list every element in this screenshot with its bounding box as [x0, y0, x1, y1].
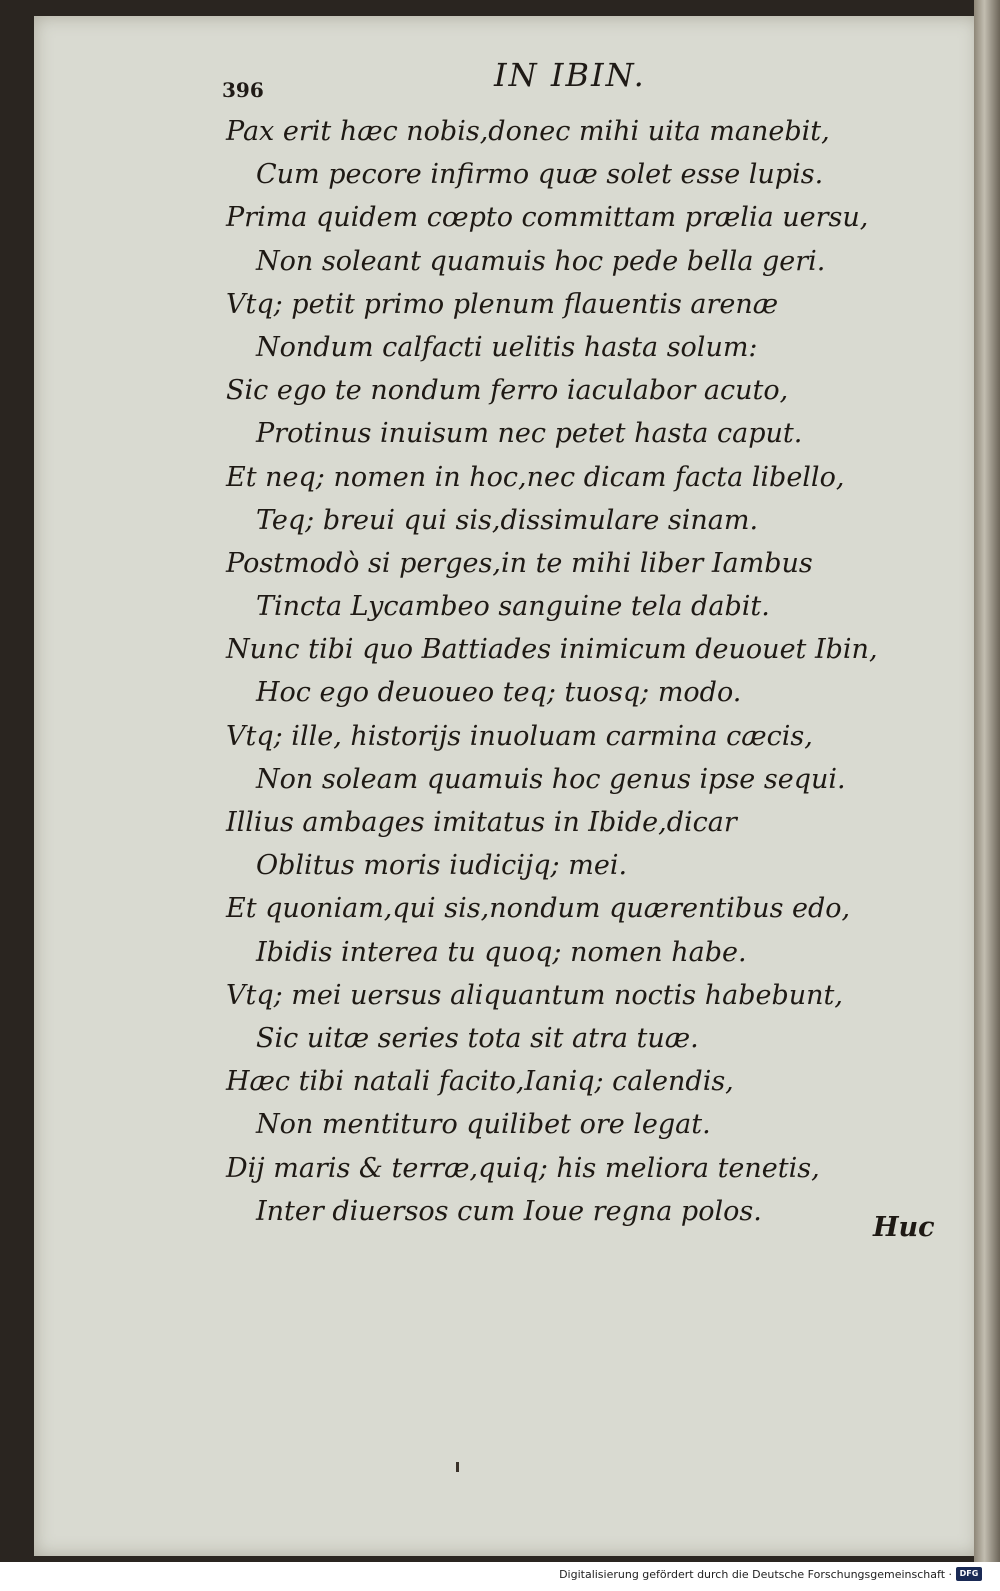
verse-line: Illius ambages imitatus in Ibide,dicar	[226, 807, 737, 838]
verse-line: Et quoniam,qui sis,nondum quærentibus edo,	[226, 893, 851, 925]
verse-line: Nunc tibi quo Battiades inimicum deuouet Ibin,	[226, 634, 878, 666]
verse-line: Cum pecore infirmo quæ solet esse lupis.	[256, 159, 824, 191]
verse-line: Pax erit hæc nobis,donec mihi uita manebit,	[226, 116, 830, 147]
running-head	[0, 50, 1000, 102]
verse-block	[226, 110, 876, 1233]
verse-line: Sic ego te nondum ferro iaculabor acuto,	[226, 375, 789, 407]
verse-line: Non soleant quamuis hoc pede bella geri.	[256, 245, 826, 277]
running-title: IN IBIN.	[494, 56, 646, 94]
ink-speck	[456, 1462, 459, 1472]
verse-line: Ibidis interea tu quoq; nomen habe.	[256, 936, 747, 968]
verse-line: Et neq; nomen in hoc,nec dicam facta libello,	[226, 461, 845, 493]
verse-line: Nondum calfacti uelitis hasta solum:	[256, 331, 758, 363]
verse-line: Vtq; mei uersus aliquantum noctis habebunt,	[226, 979, 843, 1011]
verse-line: Hæc tibi natali facito,Ianiq; calendis,	[226, 1066, 734, 1098]
verse-line: Non mentituro quilibet ore legat.	[256, 1109, 711, 1141]
verse-line: Vtq; ille, historijs inuoluam carmina cæcis,	[226, 720, 813, 752]
page-number: 396	[222, 78, 264, 102]
footer-credit: Digitalisierung gefördert durch die Deutsche Forschungsgemeinschaft ·	[559, 1568, 952, 1581]
catchword: Huc	[873, 1212, 935, 1243]
verse-line: Prima quidem cœpto committam prælia uersu,	[226, 202, 869, 234]
verse-line: Dij maris & terræ,quiq; his meliora tenetis,	[226, 1152, 820, 1184]
digitization-footer	[0, 1562, 1000, 1591]
verse-line: Tincta Lycambeo sanguine tela dabit.	[256, 591, 770, 623]
verse-line: Sic uitæ series tota sit atra tuæ.	[256, 1022, 699, 1054]
verse-line: Postmodò si perges,in te mihi liber Iambus	[226, 547, 813, 579]
verse-line: Oblitus moris iudicijq; mei.	[256, 850, 628, 882]
verse-line: Non soleam quamuis hoc genus ipse sequi.	[256, 763, 846, 795]
verse-line: Protinus inuisum nec petet hasta caput.	[256, 418, 803, 450]
verse-line: Teq; breui qui sis,dissimulare sinam.	[256, 504, 759, 536]
dfg-logo-icon: DFG	[956, 1567, 982, 1581]
verse-line: Inter diuersos cum Ioue regna polos.	[256, 1195, 762, 1227]
verse-line: Vtq; petit primo plenum flauentis arenæ	[226, 288, 779, 320]
verse-line: Hoc ego deuoueo teq; tuosq; modo.	[256, 677, 742, 709]
page-edge	[974, 0, 1000, 1562]
